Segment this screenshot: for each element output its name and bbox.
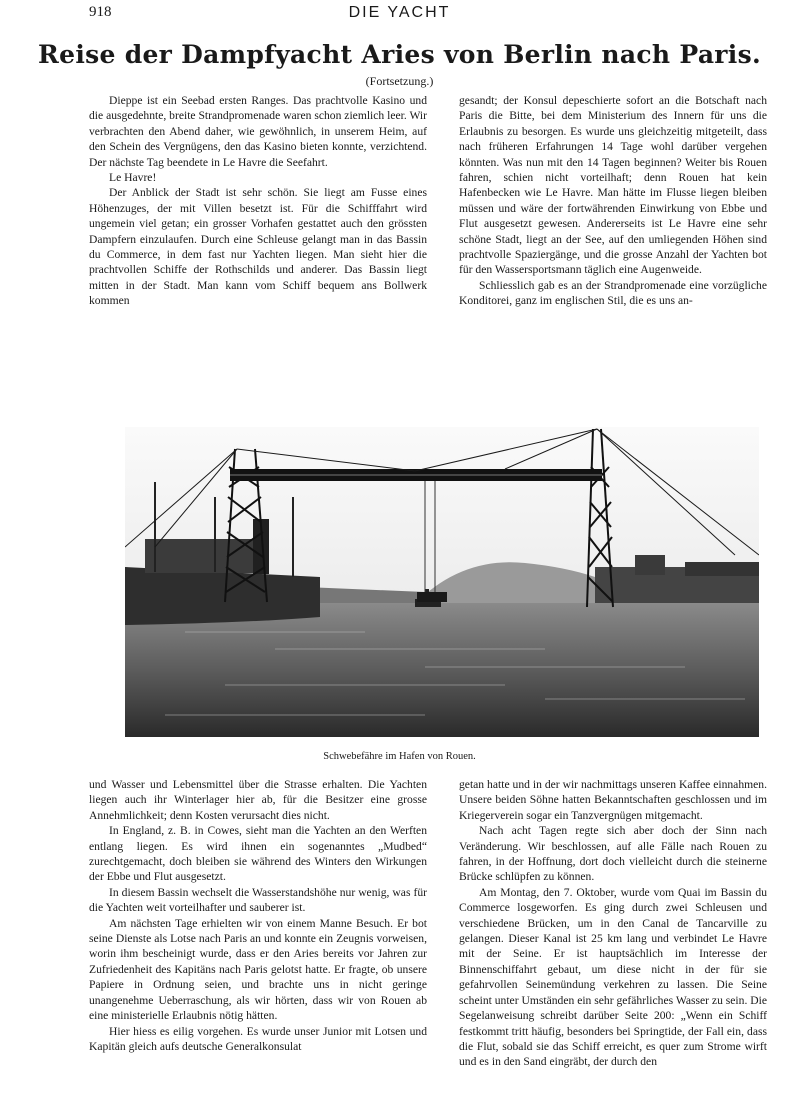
running-head: DIE YACHT [348,4,451,21]
figure-caption: Schwebefähre im Hafen von Rouen. [323,751,476,762]
paragraph: und Wasser und Lebensmittel über die Strasse erhalten. Die Yachten liegen auch ihr Winterlager hier ab, für die Besitzer eine grosse Annehmlichkeit; denn Kosten verursacht dies nicht. [89,778,427,822]
paragraph: In diesem Bassin wechselt die Wasserstandshöhe nur wenig, was für die Yachten weit vorteilhafter und sauberer ist. [89,885,427,915]
transporter-bridge-photo [125,427,759,737]
paragraph: Le Havre! [109,171,157,185]
paragraph: Der Anblick der Stadt ist sehr schön. Sie liegt am Fusse eines Höhenzuges, der mit Villen besetzt ist. Für die Schifffahrt wird ungemein viel getan; ein grosser Vorhafen gestattet auch den grössten Dampfern einzulaufen. Durch eine Schleuse gelangt man in das Bassin du Commerce, in dem fast nur Yachten liegen. Man sieht hier die prachtvollen Schiffe der Rothschilds und anderer. Das Bassin liegt mitten in der Stadt. Man kann vom Schiff bequem ans Bollwerk kommen [89,186,427,308]
paragraph: gesandt; der Konsul depeschierte sofort an die Botschaft nach Paris die Bitte, bei dem Ministerium des Innern für uns die Erlaubnis zu besorgen. Es wurde uns gleichzeitig mitgeteilt, dass nach früheren Erfahrungen 14 Tage wohl darüber vergehen könnten. Was nun mit den 14 Tagen beginnen? Weiter bis Rouen fahren, schien nicht vorteilhaft; denn Rouen hat kein Hafenbecken wie Le Havre. Man hätte im Flusse liegen bleiben müssen und wäre der fortwährenden Einwirkung von Ebbe und Flut ausgesetzt gewesen. Andererseits ist Le Havre eine sehr schöne Stadt, liegt an der See, auf den umliegenden Höhen sind prachtvolle Spaziergänge, und die grosse Anzahl der Yachten bot für den Wassersportsmann täglich eine Augenweide. [459,94,767,277]
paragraph: Am nächsten Tage erhielten wir von einem Manne Besuch. Er bot seine Dienste als Lotse nach Paris an und konnte ein Zeugnis vorweisen, worin ihm bescheinigt wurde, dass er den Aries bereits vor Jahren zur Zufriedenheit des Kapitäns nach Paris gelotst hatte. Er fragte, ob unsere Papiere in Ordnung seien, und brachte uns in nicht geringe unangenehme Ueberraschung, als wir hörten, dass wir von Rouen ab eine ministerielle Erlaubnis nötig hätten. [89,916,427,1023]
paragraph: In England, z. B. in Cowes, sieht man die Yachten an den Werften entlang liegen. Es wird ihnen ein sogenanntes „Mudbed“ zurechtgemacht, doch bleiben sie während des Winters den Wirkungen der Ebbe und Flut ausgesetzt. [89,824,427,884]
paragraph: Dieppe ist ein Seebad ersten Ranges. Das prachtvolle Kasino und die ausgedehnte, breite Strandpromenade waren schon ziemlich leer. Wir verbrachten den Abend daher, wie gewöhnlich, in unserem Heim, auf den Schein des Vergnügens, den das Kasino bieten konnte, verzichtend. Der nächste Tag beendete in Le Havre die Seefahrt. [89,94,427,169]
paragraph: Am Montag, den 7. Oktober, wurde vom Quai im Bassin du Commerce losgeworfen. Es ging durch zwei Schleusen und verschiedene Brücken, um in den Canal de Tancarville zu gelangen. Dieser Kanal ist 25 km lang und verbindet Le Havre mit der Seine. Er ist hauptsächlich im Interesse der Binnenschiffahrt gebaut, um diese nicht in der für sie gefahrvollen Seinemündung verkehren zu lassen. Die Seine scheint unter Umständen ein sehr gefährliches Wasser zu sein. Die Segelanweisung schreibt darüber Seite 200: „Wenn ein Schiff festkommt tritt häufig, besonders bei Springtide, der Fall ein, dass die Flut, sobald sie das Schiff erreicht, es quer zum Strome wirft und es in den Sand eingräbt, der durch den [459,885,767,1069]
paragraph: Schliesslich gab es an der Strandpromenade eine vorzügliche Konditorei, ganz im englischen Stil, die es uns an- [459,278,767,308]
column-top-right [459,93,767,309]
photo-transporter-bridge [125,427,759,737]
paragraph: Hier hiess es eilig vorgehen. Es wurde unser Junior mit Lotsen und Kapitän gleich aufs deutsche Generalkonsulat [89,1024,427,1053]
paragraph: Nach acht Tagen regte sich aber doch der Sinn nach Veränderung. Wir beschlossen, auf alle Fälle nach Rouen zu fahren, in der Hoffnung, dort doch vielleicht durch die steinerne Brücke schlüpfen zu können. [459,824,767,884]
page-number: 918 [89,4,112,20]
column-bottom-left [89,777,427,1054]
column-bottom-right [459,777,767,1070]
paragraph: getan hatte und in der wir nachmittags unseren Kaffee einnahmen. Unsere beiden Söhne hatten Bekanntschaften geschlossen und im Kriegerverein sogar ein Tanzvergnügen mitgemacht. [459,778,767,822]
article-subtitle: (Fortsetzung.) [365,74,434,88]
article-title: Reise der Dampfyacht Aries von Berlin nach Paris. [38,40,761,69]
column-top-left [89,93,427,309]
